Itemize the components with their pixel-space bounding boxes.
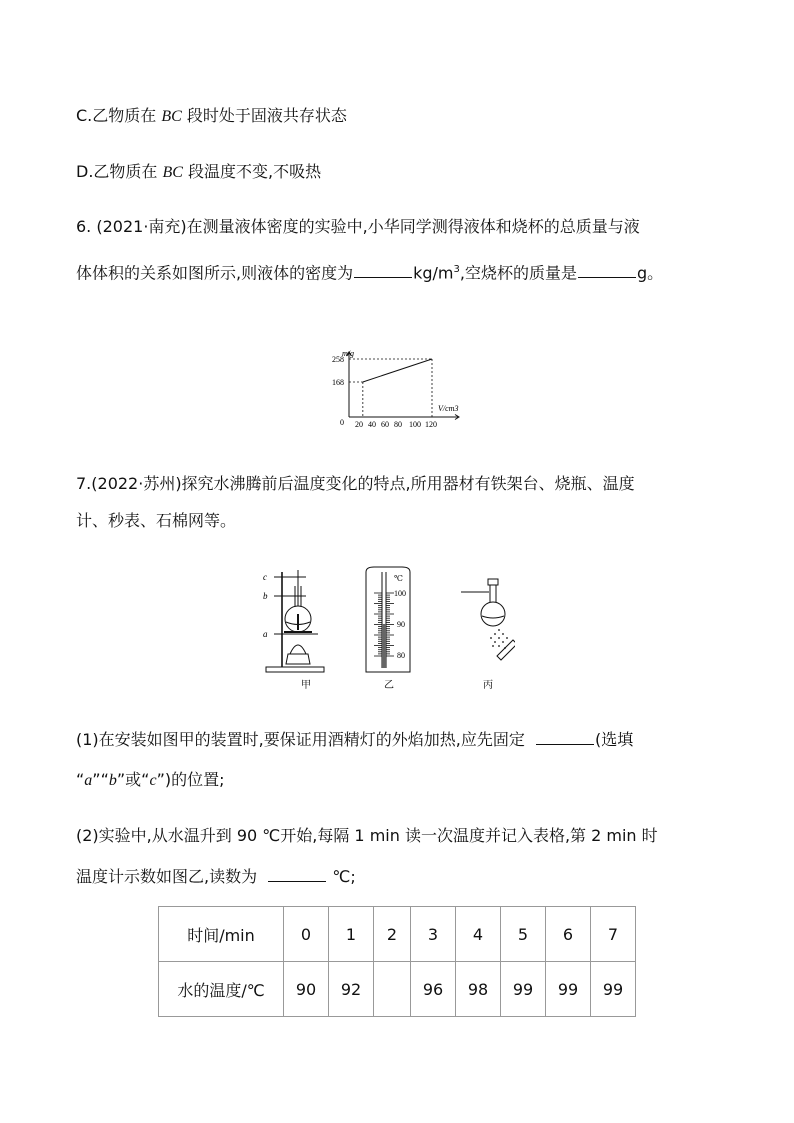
water-drop <box>498 645 500 647</box>
label-c: c <box>263 572 267 582</box>
temperature-cell-empty[interactable] <box>374 962 411 1017</box>
temperature-cell: 98 <box>456 962 501 1017</box>
water-drop <box>494 633 496 635</box>
water-drop <box>490 637 492 639</box>
table-row <box>159 907 636 962</box>
time-cell: 5 <box>501 907 546 962</box>
cold-water-tube <box>497 640 515 660</box>
mercury-column <box>382 624 386 668</box>
option-a: a <box>84 772 93 789</box>
quote: “ <box>76 770 85 789</box>
x-tick-label: 100 <box>409 420 421 429</box>
mass-volume-graph <box>330 345 470 433</box>
thermometer-unit: ℃ <box>394 574 403 583</box>
tick-label-90: 90 <box>397 620 405 629</box>
x-tick-label: 80 <box>394 420 402 429</box>
q7-sub2-line1: (2)实验中,从水温升到 90 ℃开始,每隔 1 min 读一次温度并记入表格,第 2 min 时 <box>76 826 658 845</box>
data-line <box>363 359 432 382</box>
origin-label: 0 <box>340 418 344 427</box>
option-d <box>76 162 321 183</box>
y-tick-label: 258 <box>332 355 344 364</box>
water-drop <box>506 637 508 639</box>
water-drop <box>492 645 494 647</box>
stand-base <box>266 667 324 672</box>
temperature-table <box>158 906 636 1017</box>
water-drop <box>504 647 506 649</box>
water-drop <box>502 633 504 635</box>
x-axis-label: V/cm3 <box>438 404 459 413</box>
time-cell: 6 <box>546 907 591 962</box>
q6-line2 <box>76 260 663 283</box>
temperature-cell: 92 <box>329 962 374 1017</box>
option-b: b <box>108 772 117 789</box>
reading-answer-blank[interactable] <box>268 866 326 882</box>
q7-sub1-text: (1)在安装如图甲的装置时,要保证用酒精灯的外焰加热,应先固定 <box>76 730 525 749</box>
flame <box>290 645 306 654</box>
time-cell: 4 <box>456 907 501 962</box>
time-cell: 7 <box>591 907 636 962</box>
segment-label: BC <box>162 164 183 181</box>
flask-body <box>481 602 505 626</box>
beaker-mass-answer-blank[interactable] <box>578 262 636 278</box>
label-b: b <box>263 591 268 601</box>
alcohol-lamp <box>286 654 310 664</box>
row-header-time: 时间/min <box>159 907 284 962</box>
q6-line1: 6. (2021·南充)在测量液体密度的实验中,小华同学测得液体和烧杯的总质量与液 <box>76 217 640 236</box>
label-a: a <box>263 629 268 639</box>
thermometer-figure-yi <box>360 564 416 692</box>
time-cell: 1 <box>329 907 374 962</box>
apparatus-figure-jia <box>262 564 332 692</box>
temperature-cell: 90 <box>284 962 329 1017</box>
option-c-letter: c <box>149 772 157 789</box>
mass-unit: g。 <box>636 263 664 283</box>
quote: ”或“ <box>116 770 150 789</box>
segment-label: BC <box>161 108 182 125</box>
caption-bing: 丙 <box>483 680 493 691</box>
q6-text: 体体积的关系如图所示,则液体的密度为 <box>76 263 354 283</box>
option-d-text: D.乙物质在 <box>76 162 163 181</box>
option-d-text-tail: 段温度不变,不吸热 <box>182 162 322 181</box>
q7-sub1-tail: (选填 <box>595 730 634 749</box>
fix-position-answer-blank[interactable] <box>536 729 594 745</box>
water-drop <box>498 637 500 639</box>
time-cell: 0 <box>284 907 329 962</box>
stopper <box>488 579 498 585</box>
quote-tail: ”)的位置; <box>156 770 225 789</box>
water-drop <box>498 629 500 631</box>
x-tick-label: 60 <box>381 420 389 429</box>
q7-sub2-line2 <box>76 866 356 887</box>
y-axis-label: m/g <box>342 349 354 358</box>
q7-line2: 计、秒表、石棉网等。 <box>76 511 237 530</box>
option-c-text-tail: 段时处于固液共存状态 <box>181 106 347 125</box>
time-cell: 2 <box>374 907 411 962</box>
caption-jia: 甲 <box>301 680 311 691</box>
x-tick-label: 20 <box>355 420 363 429</box>
q6-text-mid: ,空烧杯的质量是 <box>459 263 577 283</box>
density-answer-blank[interactable] <box>354 262 412 278</box>
row-header-temperature: 水的温度/℃ <box>159 962 284 1017</box>
tick-label-100: 100 <box>394 589 406 598</box>
water-drop <box>494 641 496 643</box>
caption-yi: 乙 <box>384 680 394 691</box>
q7-line1: 7.(2022·苏州)探究水沸腾前后温度变化的特点,所用器材有铁架台、烧瓶、温度 <box>76 474 635 493</box>
tick-label-80: 80 <box>397 651 405 660</box>
option-c <box>76 106 347 127</box>
q7-sub1-line1 <box>76 729 633 750</box>
temperature-cell: 99 <box>591 962 636 1017</box>
time-cell: 3 <box>411 907 456 962</box>
flask-figure-bing <box>455 564 515 692</box>
x-tick-label: 40 <box>368 420 376 429</box>
option-c-text: C.乙物质在 <box>76 106 162 125</box>
density-unit: kg/m <box>413 263 454 283</box>
water-drop <box>502 641 504 643</box>
y-tick-label: 168 <box>332 378 344 387</box>
unit-superscript: 3 <box>453 264 460 275</box>
quote: ”“ <box>92 770 109 789</box>
temperature-cell: 99 <box>546 962 591 1017</box>
table-row <box>159 962 636 1017</box>
reading-unit: ℃; <box>332 867 356 886</box>
q7-sub1-line2 <box>76 770 225 791</box>
temperature-cell: 99 <box>501 962 546 1017</box>
temperature-cell: 96 <box>411 962 456 1017</box>
q7-sub2-text: 温度计示数如图乙,读数为 <box>76 867 258 886</box>
x-tick-label: 120 <box>425 420 437 429</box>
